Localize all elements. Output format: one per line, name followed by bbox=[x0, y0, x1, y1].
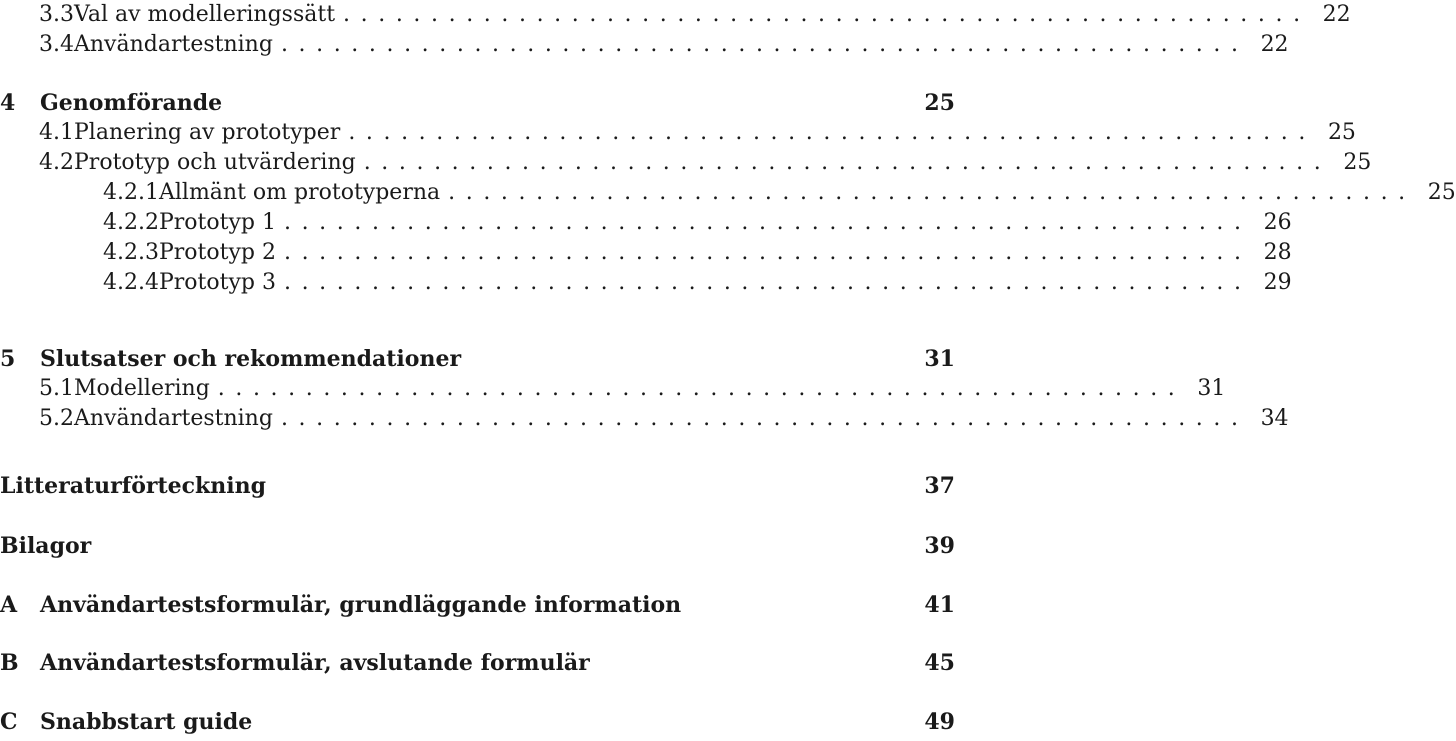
toc-appendix-title: Användartestsformulär, avslutande formulär bbox=[40, 650, 590, 676]
toc-entry-page: 26 bbox=[1263, 210, 1292, 235]
toc-entry-number: 5.2 bbox=[39, 406, 74, 431]
dot-leader: ....................................................... bbox=[283, 240, 1252, 265]
toc-entry-page: 22 bbox=[1260, 32, 1289, 57]
toc-appendix-c[interactable] bbox=[0, 707, 955, 737]
toc-appendix-letter: A bbox=[0, 592, 18, 618]
toc-entry-number: 4.2.2 bbox=[103, 210, 159, 235]
toc-appendix-page: 49 bbox=[924, 709, 955, 735]
dot-leader: ....................................................... bbox=[280, 32, 1249, 57]
toc-entry-title: Prototyp 2 bbox=[158, 240, 276, 265]
toc-entry-4-2-1[interactable] bbox=[0, 178, 1456, 208]
toc-entry-page: 34 bbox=[1260, 406, 1289, 431]
toc-appendix-title: Användartestsformulär, grundläggande information bbox=[40, 592, 682, 618]
toc-chapter-title: Genomförande bbox=[40, 90, 223, 116]
toc-entry-number: 4.2.1 bbox=[103, 180, 159, 205]
toc-chapter-page: 31 bbox=[924, 346, 955, 372]
dot-leader: ....................................................... bbox=[283, 270, 1252, 295]
toc-entry-number: 5.1 bbox=[39, 376, 74, 401]
toc-entry-title: Användartestning bbox=[74, 32, 273, 57]
toc-chapter-title: Slutsatser och rekommendationer bbox=[40, 346, 462, 372]
toc-chapter-number: 4 bbox=[0, 90, 16, 116]
toc-entry-5-1[interactable] bbox=[0, 374, 1226, 404]
toc-entry-4-2-3[interactable] bbox=[0, 238, 1292, 268]
toc-chapter-title: Bilagor bbox=[0, 533, 92, 559]
dot-leader: ....................................................... bbox=[363, 150, 1332, 175]
toc-entry-5-2[interactable] bbox=[0, 404, 1289, 434]
dot-leader: ....................................................... bbox=[217, 376, 1186, 401]
dot-leader: ....................................................... bbox=[343, 2, 1311, 27]
toc-entry-number: 4.1 bbox=[39, 120, 74, 145]
toc-entry-number: 4.2.3 bbox=[103, 240, 159, 265]
toc-entry-page: 25 bbox=[1327, 120, 1356, 145]
toc-entry-number: 4.2.4 bbox=[103, 270, 159, 295]
toc-entry-title: Planering av prototyper bbox=[74, 120, 341, 145]
toc-entry-page: 28 bbox=[1263, 240, 1292, 265]
toc-entry-title: Användartestning bbox=[74, 406, 273, 431]
toc-chapter-references[interactable] bbox=[0, 471, 955, 501]
toc-entry-4-2[interactable] bbox=[0, 148, 1372, 178]
toc-entry-page: 25 bbox=[1343, 150, 1372, 175]
dot-leader: ....................................................... bbox=[283, 210, 1252, 235]
toc-entry-number: 3.4 bbox=[39, 32, 74, 57]
toc-entry-4-2-4[interactable] bbox=[0, 268, 1292, 298]
toc-entry-number: 3.3 bbox=[39, 2, 74, 27]
toc-entry-3-3[interactable] bbox=[0, 0, 1351, 30]
toc-entry-title: Prototyp 1 bbox=[158, 210, 276, 235]
toc-entry-number: 4.2 bbox=[39, 150, 74, 175]
toc-entry-3-4[interactable] bbox=[0, 30, 1289, 60]
toc-entry-title: Prototyp 3 bbox=[158, 270, 276, 295]
toc-chapter-number: 5 bbox=[0, 346, 16, 372]
dot-leader: ....................................................... bbox=[448, 180, 1416, 205]
toc-appendix-a[interactable] bbox=[0, 590, 955, 620]
toc-appendix-title: Snabbstart guide bbox=[40, 709, 253, 735]
toc-appendix-letter: B bbox=[0, 650, 19, 676]
dot-leader: ....................................................... bbox=[348, 120, 1316, 145]
toc-entry-4-2-2[interactable] bbox=[0, 208, 1292, 238]
toc-entry-page: 31 bbox=[1197, 376, 1226, 401]
dot-leader: ....................................................... bbox=[280, 406, 1249, 431]
toc-chapter-page: 25 bbox=[924, 90, 955, 116]
toc-entry-title: Val av modelleringssätt bbox=[74, 2, 336, 27]
toc-entry-page: 29 bbox=[1263, 270, 1292, 295]
toc-entry-title: Allmänt om prototyperna bbox=[158, 180, 441, 205]
toc-entry-page: 22 bbox=[1322, 2, 1351, 27]
toc-chapter-4[interactable] bbox=[0, 88, 955, 118]
toc-chapter-appendices[interactable] bbox=[0, 531, 955, 561]
toc-chapter-page: 37 bbox=[924, 473, 955, 499]
toc-entry-title: Prototyp och utvärdering bbox=[74, 150, 356, 175]
toc-chapter-page: 39 bbox=[924, 533, 955, 559]
toc-appendix-letter: C bbox=[0, 709, 18, 735]
toc-appendix-page: 41 bbox=[924, 592, 955, 618]
toc-appendix-page: 45 bbox=[924, 650, 955, 676]
toc-entry-page: 25 bbox=[1427, 180, 1456, 205]
toc-entry-4-1[interactable] bbox=[0, 118, 1356, 148]
toc-appendix-b[interactable] bbox=[0, 648, 955, 678]
toc-chapter-title: Litteraturförteckning bbox=[0, 473, 266, 499]
toc-chapter-5[interactable] bbox=[0, 344, 955, 374]
toc-entry-title: Modellering bbox=[74, 376, 210, 401]
